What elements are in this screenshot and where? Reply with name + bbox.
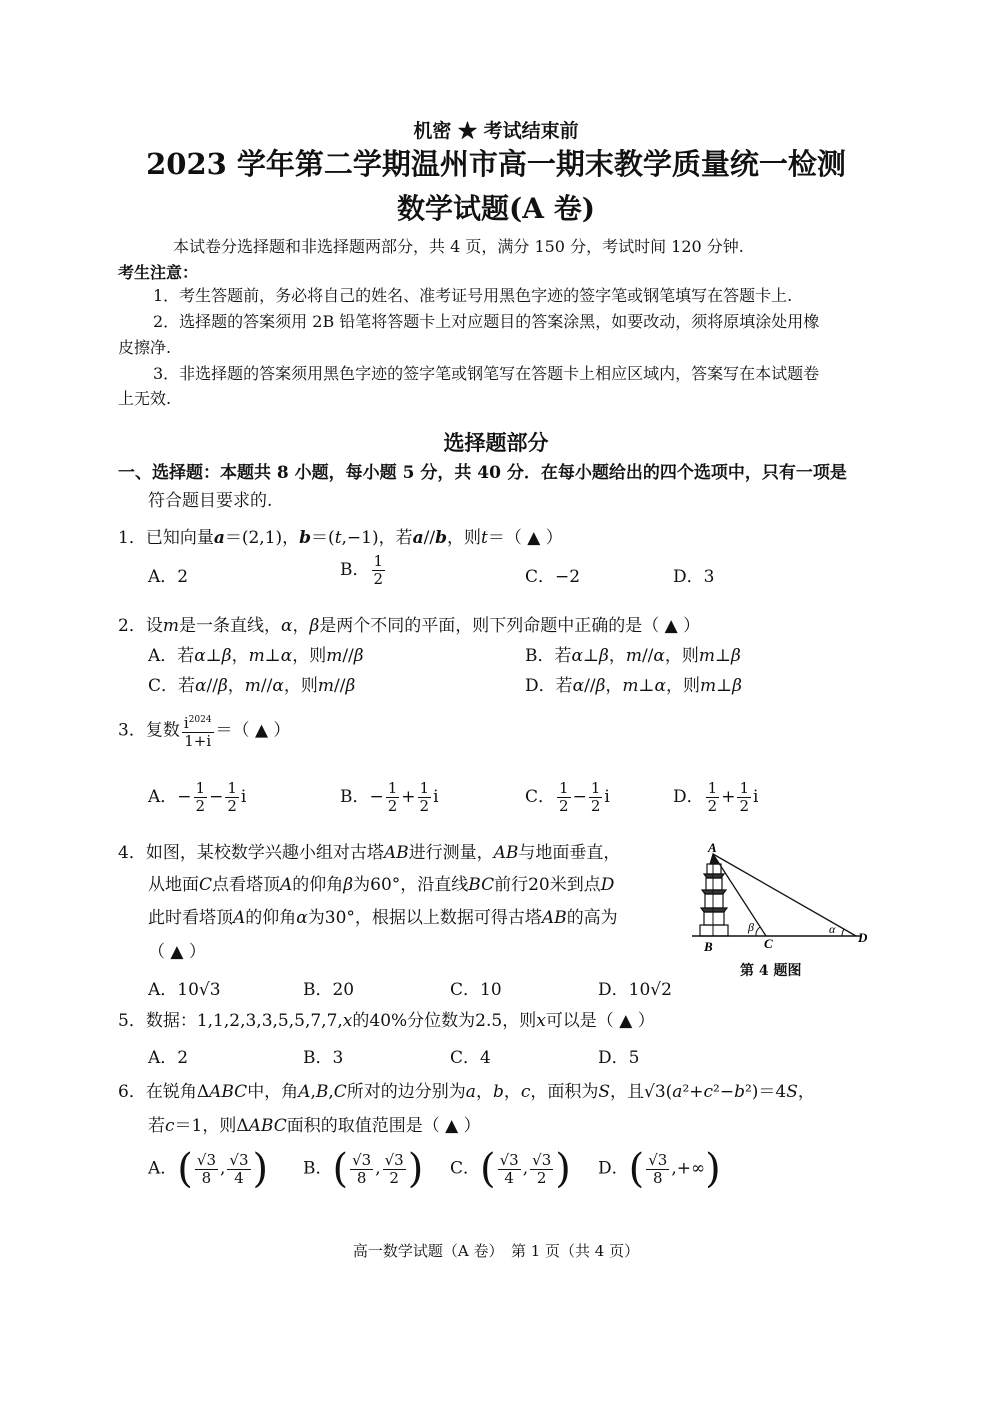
q6-option-a: A．( $\frac{√3}{8}$ , $\frac{√3}{4}$ ) [148,1146,269,1192]
q1-option-d: D．3 [673,567,715,587]
question-6-line-2: 若c＝1，则ΔABC面积的取值范围是（ ▲ ） [148,1116,481,1136]
q1-option-a: A．2 [148,567,189,587]
q6-option-c: C．( $\frac{√3}{4}$ , $\frac{√3}{2}$ ) [450,1146,571,1192]
exam-subtitle: 数学试题(A 卷) [397,192,595,225]
question-4-line-1: 4．如图，某校数学兴趣小组对古塔AB进行测量，AB与地面垂直， [118,843,621,863]
exam-intro: 本试卷分选择题和非选择题两部分，共 4 页，满分 150 分，考试时间 120 分钟. [173,237,744,256]
q6-option-d: D．( $\frac{√3}{8}$ ,+∞) [598,1146,721,1192]
q1-option-c: C．−2 [525,567,581,587]
section-heading-cont: 符合题目要求的. [148,491,273,511]
q3-option-b: B．− $\frac{1}{2}$ + $\frac{1}{2}$ i [340,779,439,815]
q4-option-a: A．10√3 [148,980,221,1000]
q6-option-b: B．( $\frac{√3}{8}$ , $\frac{√3}{2}$ ) [303,1146,424,1192]
label-b: B [704,939,713,954]
pagoda-icon [700,854,728,936]
section-heading: 一、选择题：本题共 8 小题，每小题 5 分，共 40 分．在每小题给出的四个选项中，只有一项是 [118,463,847,483]
exam-title: 2023 学年第二学期温州市高一期末教学质量统一检测 [146,147,846,181]
q1-option-b: B． $\frac{1}{2}$ [340,552,384,588]
label-d: D [858,930,868,945]
question-4-line-4: （ ▲ ） [148,942,206,962]
section-title: 选择题部分 [443,430,549,455]
notice-item-2: 2．选择题的答案须用 2B 铅笔将答题卡上对应题目的答案涂黑，如要改动，须将原填涂处用橡 [153,312,820,331]
question-1: 1．已知向量a＝(2,1)，b＝(t,−1)，若a//b，则t＝（ ▲ ） [118,528,563,548]
q5-option-b: B．3 [303,1048,344,1068]
page-footer: 高一数学试题（A 卷） 第 1 页（共 4 页） [352,1242,640,1260]
question-3: 3．复数 $\frac{i^{2024}}{1+i}$ ＝（ ▲ ） [118,714,291,750]
q5-option-c: C．4 [450,1048,491,1068]
notice-item-1: 1．考生答题前，务必将自己的姓名、准考证号用黑色字迹的签字笔或钢笔填写在答题卡上. [153,286,793,305]
label-beta: β [748,920,754,934]
q2-option-d: D．若α//β，m⊥α，则m⊥β [525,676,742,696]
label-a: A [708,840,717,855]
figure-caption: 第 4 题图 [740,963,802,979]
notice-item-3-cont: 上无效. [118,389,172,408]
label-alpha: α [829,922,836,936]
q2-option-a: A．若α⊥β，m⊥α，则m//β [148,646,364,666]
confidential-label: 机密 ★ 考试结束前 [413,120,579,142]
q3-option-c: C． $\frac{1}{2}$ − $\frac{1}{2}$ i [525,779,610,815]
q4-option-c: C．10 [450,980,502,1000]
q2-option-c: C．若α//β，m//α，则m//β [148,676,356,696]
question-2: 2．设m是一条直线，α，β是两个不同的平面，则下列命题中正确的是（ ▲ ） [118,616,701,636]
label-c: C [764,936,773,951]
notice-item-2-cont: 皮擦净. [118,338,172,357]
q2-option-b: B．若α⊥β，m//α，则m⊥β [525,646,741,666]
notice-label: 考生注意： [118,263,199,282]
question-4-line-2: 从地面C点看塔顶A的仰角β为60°，沿直线BC前行20米到点D [148,875,615,895]
question-5: 5．数据：1,1,2,3,3,5,5,7,7,x的40%分位数为2.5，则x可以是（ ▲ ） [118,1011,655,1031]
notice-item-3: 3．非选择题的答案须用黑色字迹的签字笔或钢笔写在答题卡上相应区域内，答案写在本试题卷 [153,364,820,383]
q3-option-d: D． $\frac{1}{2}$ + $\frac{1}{2}$ i [673,779,759,815]
q5-option-d: D．5 [598,1048,640,1068]
q5-option-a: A．2 [148,1048,189,1068]
tower-figure [688,838,874,958]
question-6-line-1: 6．在锐角ΔABC中，角A,B,C所对的边分别为a，b，c，面积为S，且√3(a²+c²−b²)＝4S， [118,1082,815,1102]
q4-option-d: D．10√2 [598,980,672,1000]
q3-option-a: A．− $\frac{1}{2}$ − $\frac{1}{2}$ i [148,779,247,815]
question-4-line-3: 此时看塔顶A的仰角α为30°，根据以上数据可得古塔AB的高为 [148,908,618,928]
q4-option-b: B．20 [303,980,355,1000]
